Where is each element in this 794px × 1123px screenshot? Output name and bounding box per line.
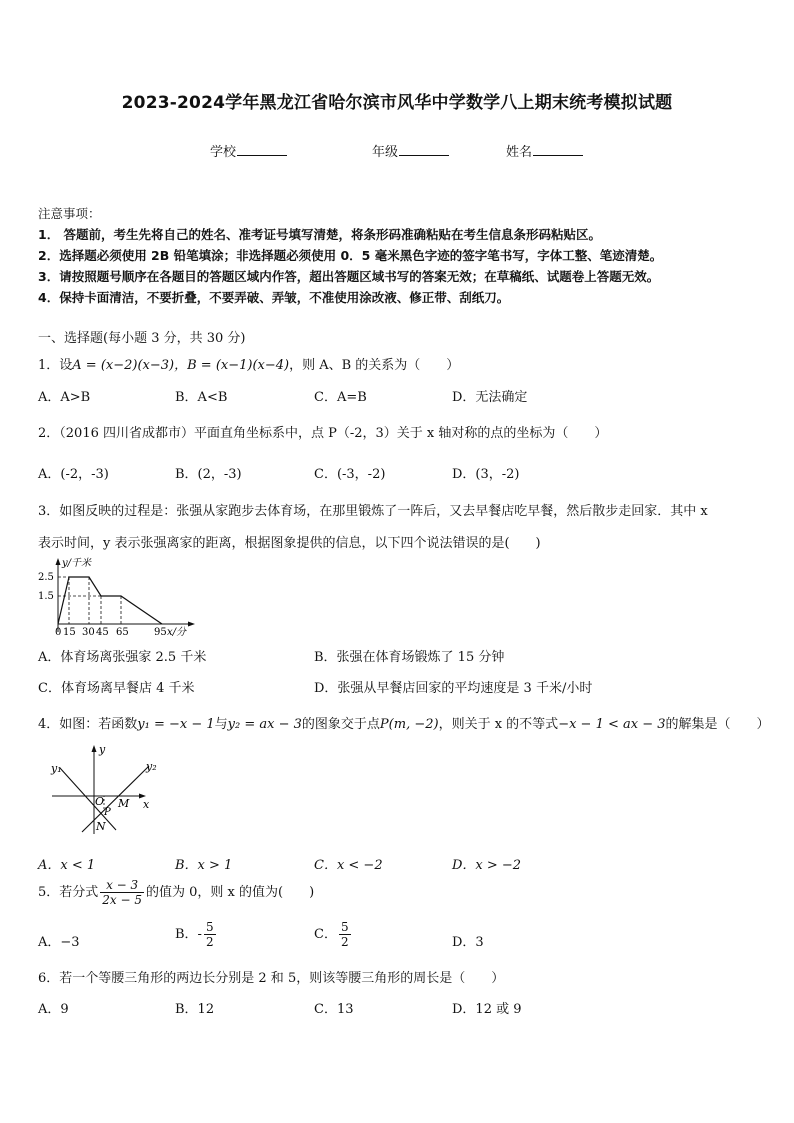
q4-point: P(m, −2) xyxy=(379,717,439,732)
q5-option-b-fraction xyxy=(204,920,216,949)
q5-option-b-prefix: B．- xyxy=(175,927,202,942)
question-4 xyxy=(38,713,770,732)
q4-option-c[interactable]: C．x < −2 xyxy=(314,858,383,873)
numerator: 5 xyxy=(205,920,214,934)
note-item: 1． 答题前，考生先将自己的姓名、准考证号填写清楚，将条形码准确粘贴在考生信息条形码粘贴区。 xyxy=(38,227,602,242)
q1-suffix: ，则 A、B 的关系为（ ） xyxy=(289,358,460,373)
name-blank xyxy=(533,142,583,156)
x-tick-label: 95 xyxy=(154,627,167,638)
q4-inequality: −x − 1 < ax − 3 xyxy=(558,717,666,732)
grade-field[interactable] xyxy=(372,141,449,160)
q5-option-c[interactable] xyxy=(314,920,353,949)
q5-option-a[interactable]: A．−3 xyxy=(38,935,80,950)
q2-option-d[interactable]: D．(3，-2) xyxy=(452,467,520,482)
question-1 xyxy=(38,354,459,373)
numerator: 5 xyxy=(340,920,349,934)
q4-text: ，则关于 x 的不等式 xyxy=(438,717,559,732)
distance-time-graph xyxy=(36,556,206,641)
label-y1: y₁ xyxy=(51,762,62,775)
distance-curve xyxy=(58,577,162,624)
label-origin: O xyxy=(95,795,105,808)
notes-heading: 注意事项： xyxy=(38,206,101,221)
y-axis-arrow xyxy=(92,745,97,752)
q5-suffix: 的值为 0，则 x 的值为( ) xyxy=(146,885,315,900)
grade-blank xyxy=(399,142,449,156)
q3-option-b[interactable]: B．张强在体育场锻炼了 15 分钟 xyxy=(314,650,505,665)
denominator: 2 xyxy=(205,935,214,949)
q4-text: 与 xyxy=(214,717,228,732)
x-axis-label: x/分 xyxy=(167,627,187,638)
q5-fraction xyxy=(100,878,144,907)
y-axis-label: y/千米 xyxy=(62,558,92,569)
q1-option-b[interactable]: B．A<B xyxy=(175,390,228,405)
q2-option-c[interactable]: C．(-3，-2) xyxy=(314,467,386,482)
line-y2 xyxy=(82,766,149,832)
note-item: 2．选择题必须使用 2B 铅笔填涂；非选择题必须使用 0．5 毫米黑色字迹的签字笔书写，字体工整、笔迹清楚。 xyxy=(38,248,663,263)
x-tick-label: 30 xyxy=(82,627,95,638)
q1-expression: A = (x−2)(x−3)，B = (x−1)(x−4) xyxy=(72,358,290,373)
q5-denominator: 2x − 5 xyxy=(102,893,143,907)
question-5 xyxy=(38,878,314,907)
q6-option-d[interactable]: D．12 或 9 xyxy=(452,1002,522,1017)
label-y2: y₂ xyxy=(146,760,157,773)
question-3-line2: 表示时间，y 表示张强离家的距离，根据图象提供的信息，以下四个说法错误的是( ) xyxy=(38,536,541,551)
note-item: 3．请按照题号顺序在各题目的答题区域内作答，超出答题区域书写的答案无效；在草稿纸、试题卷上答题无效。 xyxy=(38,269,660,284)
q5-option-b[interactable] xyxy=(175,920,218,949)
y-tick-label: 2.5 xyxy=(38,572,54,583)
q6-option-a[interactable]: A．9 xyxy=(38,1002,69,1017)
q4-suffix: 的解集是（ ） xyxy=(665,717,770,732)
label-n: N xyxy=(96,820,106,833)
q4-function-1: y₁ = −x − 1 xyxy=(137,717,215,732)
q5-option-c-prefix: C． xyxy=(314,927,337,942)
q5-option-d[interactable]: D．3 xyxy=(452,935,484,950)
q4-option-d[interactable]: D．x > −2 xyxy=(452,858,522,873)
page-title: 2023-2024学年黑龙江省哈尔滨市风华中学数学八上期末统考模拟试题 xyxy=(121,93,673,113)
name-field[interactable] xyxy=(506,141,583,160)
grade-label: 年级 xyxy=(372,145,399,160)
question-6: 6．若一个等腰三角形的两边长分别是 2 和 5，则该等腰三角形的周长是（ ） xyxy=(38,971,505,986)
q4-option-b[interactable]: B．x > 1 xyxy=(175,858,233,873)
q3-option-d[interactable]: D．张强从早餐店回家的平均速度是 3 千米/小时 xyxy=(314,681,593,696)
y-tick-label: 1.5 xyxy=(38,591,54,602)
x-tick-label: 0 xyxy=(55,627,62,638)
label-y: y xyxy=(99,743,106,756)
q5-prefix: 5．若分式 xyxy=(38,885,99,900)
q3-option-c[interactable]: C．体育场离早餐店 4 千米 xyxy=(38,681,195,696)
q4-option-a[interactable]: A．x < 1 xyxy=(38,858,96,873)
q3-option-a[interactable]: A．体育场离张强家 2.5 千米 xyxy=(38,650,207,665)
q6-option-b[interactable]: B．12 xyxy=(175,1002,215,1017)
question-3-line1: 3．如图反映的过程是：张强从家跑步去体育场，在那里锻炼了一阵后，又去早餐店吃早餐，然后散步走回家．其中 x xyxy=(38,504,708,519)
q1-option-c[interactable]: C．A=B xyxy=(314,390,367,405)
q5-option-c-fraction xyxy=(339,920,351,949)
school-label: 学校 xyxy=(210,145,237,160)
intersection-graph xyxy=(46,742,161,838)
line-y1 xyxy=(60,768,116,830)
q6-option-c[interactable]: C．13 xyxy=(314,1002,354,1017)
q2-option-a[interactable]: A．(-2，-3) xyxy=(38,467,109,482)
q5-numerator: x − 3 xyxy=(100,878,144,893)
label-m: M xyxy=(118,797,130,810)
school-field[interactable] xyxy=(210,141,287,160)
school-blank xyxy=(237,142,287,156)
denominator: 2 xyxy=(340,935,349,949)
q4-text: 的图象交于点 xyxy=(301,717,380,732)
q2-option-b[interactable]: B．(2，-3) xyxy=(175,467,242,482)
question-2: 2．（2016 四川省成都市）平面直角坐标系中，点 P（-2，3）关于 x 轴对称的点的坐标为（ ） xyxy=(38,426,608,441)
note-item: 4．保持卡面清洁，不要折叠，不要弄破、弄皱，不准使用涂改液、修正带、刮纸刀。 xyxy=(38,290,510,305)
x-tick-label: 65 xyxy=(116,627,129,638)
q1-option-d[interactable]: D．无法确定 xyxy=(452,390,528,405)
x-tick-label: 45 xyxy=(96,627,109,638)
label-p: P xyxy=(104,807,111,818)
x-tick-label: 15 xyxy=(63,627,76,638)
q1-prefix: 1．设 xyxy=(38,358,73,373)
q4-function-2: y₂ = ax − 3 xyxy=(227,717,302,732)
x-axis-arrow xyxy=(188,622,195,627)
name-label: 姓名 xyxy=(506,145,533,160)
q4-prefix: 4．如图：若函数 xyxy=(38,717,138,732)
q1-option-a[interactable]: A．A>B xyxy=(38,390,91,405)
section-heading: 一、选择题(每小题 3 分，共 30 分) xyxy=(38,331,246,346)
y-axis-arrow xyxy=(56,558,61,565)
label-x: x xyxy=(143,798,150,811)
